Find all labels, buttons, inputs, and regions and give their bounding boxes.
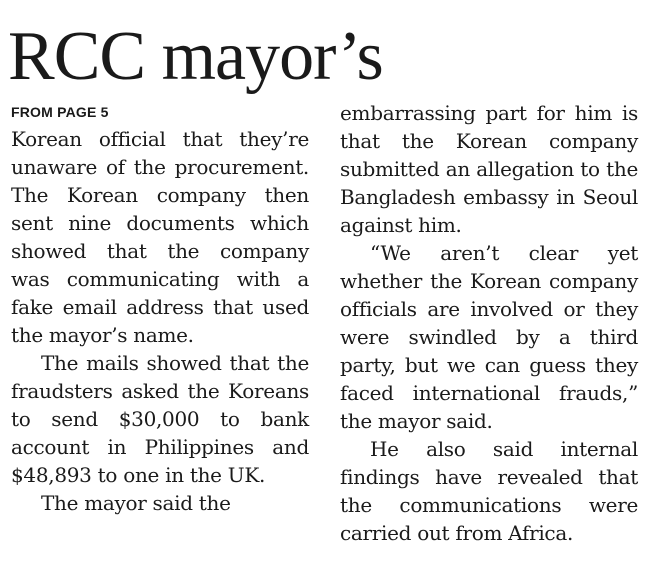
continuation-kicker: FROM PAGE 5 xyxy=(11,104,109,120)
paragraph: The mails showed that the fraudsters asked the Koreans to send $30,000 to bank account in Philippines and $48,893 to one in the UK. xyxy=(11,351,309,487)
paragraph: embarrassing part for him is that the Korean company submitted an allegation to the Bangladesh embassy in Seoul against him. xyxy=(340,101,638,237)
article-column-right xyxy=(340,99,638,547)
headline: RCC mayor’s xyxy=(8,18,383,95)
paragraph: He also said internal findings have revealed that the communications were carried out from Africa. xyxy=(340,437,638,545)
paragraph: Korean official that they’re unaware of the procurement. The Korean company then sent nine documents which showed that the company was communicating with a fake email address that used the mayor’s name. xyxy=(11,127,309,347)
paragraph: The mayor said the xyxy=(41,491,231,515)
paragraph: “We aren’t clear yet whether the Korean company officials are involved or they were swindled by a third party, but we can guess they faced international frauds,” the mayor said. xyxy=(340,241,638,433)
article-column-left xyxy=(11,99,309,517)
